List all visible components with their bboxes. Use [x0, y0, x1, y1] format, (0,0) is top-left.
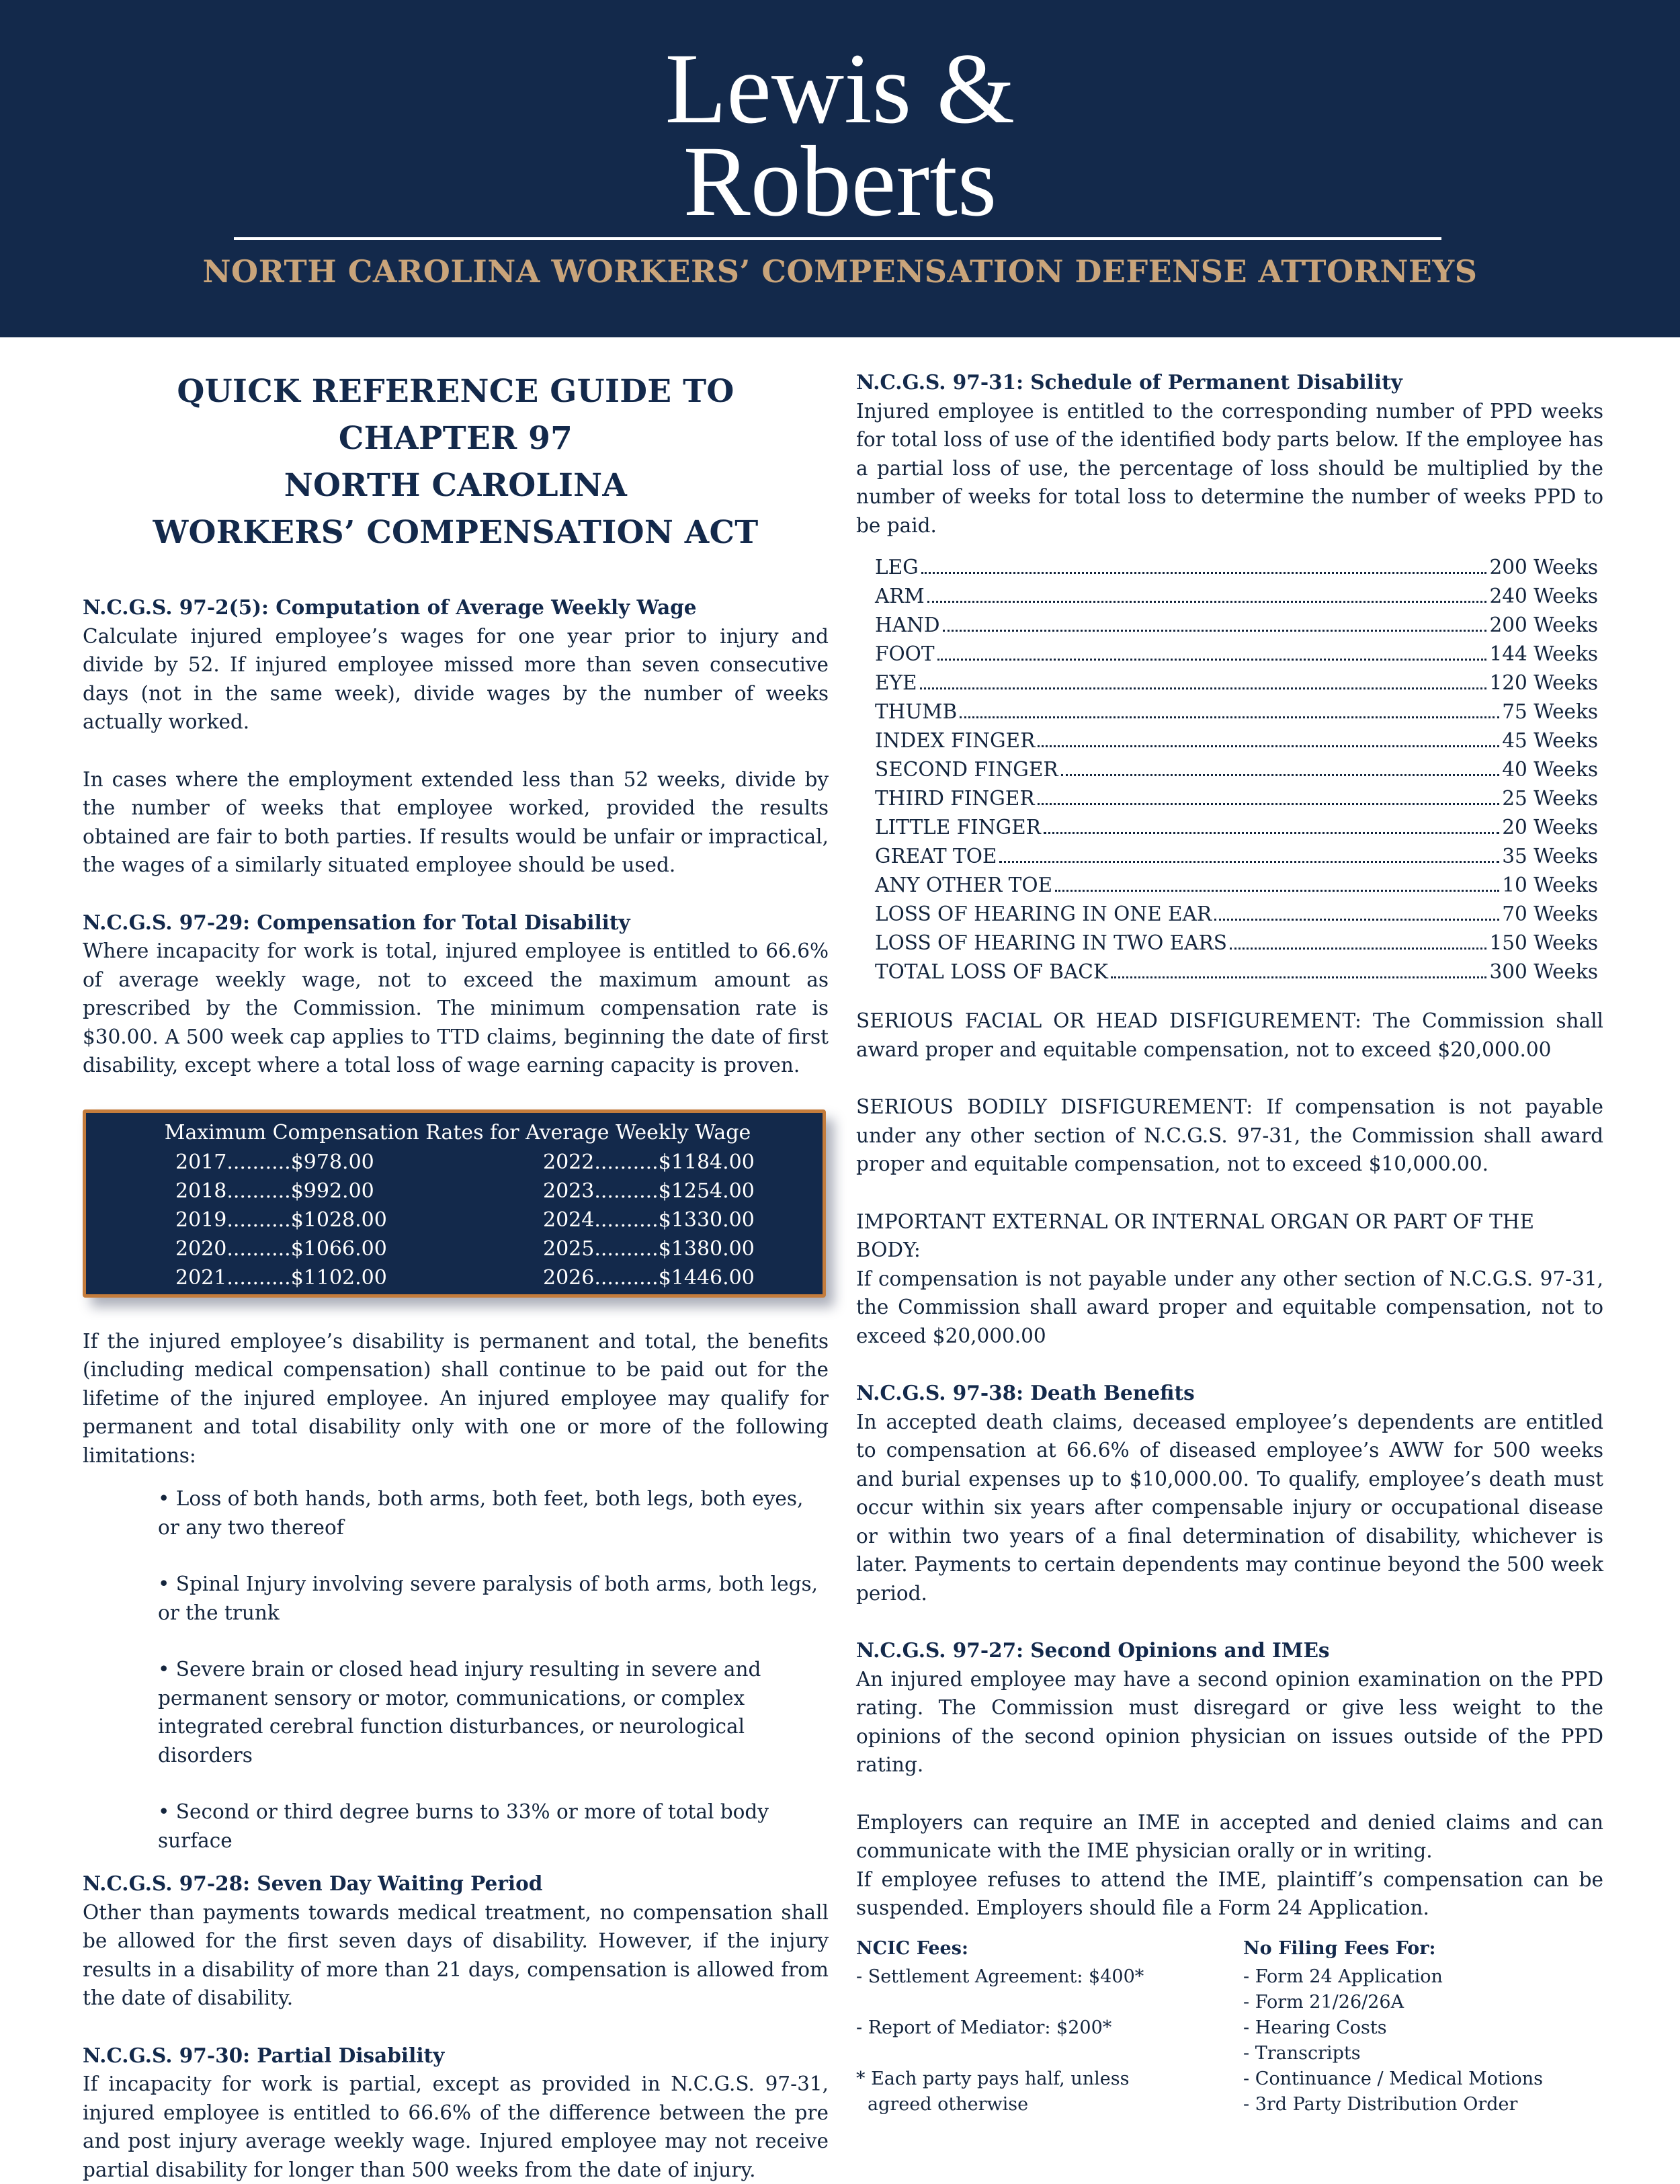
- rate-row: 2025..........$1380.00: [543, 1236, 755, 1261]
- dot-leader: [927, 600, 1487, 603]
- dot-leader: [960, 716, 1499, 718]
- schedule-row: [875, 582, 1598, 611]
- fee-item: - 3rd Party Distribution Order: [1243, 2093, 1518, 2115]
- rates-column-right: [543, 1148, 755, 1292]
- rate-row: 2022..........$1184.00: [543, 1150, 755, 1174]
- dot-leader: [999, 860, 1499, 863]
- schedule-row: [875, 842, 1598, 871]
- dot-leader: [920, 687, 1487, 689]
- fees-section: [856, 1936, 1603, 2138]
- list-item: • Severe brain or closed head injury resulting in severe and permanent sensory or motor, communications, or complex integrated cerebral function disturbances, or neurological disorders: [158, 1658, 761, 1767]
- rate-row: 2019..........$1028.00: [175, 1208, 387, 1232]
- section-heading-waiting-period: N.C.G.S. 97-28: Seven Day Waiting Period: [83, 1872, 543, 1895]
- dot-leader: [1230, 947, 1487, 950]
- list-item: • Loss of both hands, both arms, both feet, both legs, both eyes, or any two thereof: [158, 1487, 804, 1539]
- body-part-label: LOSS OF HEARING IN ONE EAR: [875, 902, 1212, 925]
- body-part-label: LOSS OF HEARING IN TWO EARS: [875, 931, 1227, 954]
- fee-item: - Continuance / Medical Motions: [1243, 2068, 1543, 2089]
- body-part-label: THIRD FINGER: [875, 787, 1035, 810]
- dot-leader: [1055, 889, 1499, 892]
- ncic-fees-column: [856, 1936, 1232, 2117]
- section-heading-permanent-disability: N.C.G.S. 97-31: Schedule of Permanent Disability: [856, 370, 1402, 394]
- dot-leader: [1038, 745, 1499, 747]
- schedule-row: [875, 553, 1598, 582]
- section-heading-second-opinions: N.C.G.S. 97-27: Second Opinions and IMEs: [856, 1638, 1330, 1662]
- list-item: • Second or third degree burns to 33% or more of total body surface: [158, 1800, 769, 1852]
- weeks-value: 200 Weeks: [1489, 556, 1598, 579]
- weeks-value: 240 Weeks: [1489, 585, 1598, 607]
- body-part-label: GREAT TOE: [875, 845, 997, 868]
- title-line-2: NORTH CAROLINA: [284, 467, 628, 504]
- schedule-row: [875, 611, 1598, 640]
- rate-row: 2023..........$1254.00: [543, 1179, 755, 1203]
- header-banner: [0, 0, 1680, 337]
- schedule-row: [875, 958, 1598, 986]
- paragraph: If the injured employee’s disability is permanent and total, the benefits (including medical compensation) shall continue to be paid out for the lifetime of the injured employee. An injured employee may qualify for permanent and total disability only with one or more of the following limitations:: [83, 1329, 829, 1467]
- weeks-value: 150 Weeks: [1489, 931, 1598, 954]
- weeks-value: 10 Weeks: [1502, 874, 1598, 896]
- page-title: [83, 368, 829, 556]
- section-heading-total-disability: N.C.G.S. 97-29: Compensation for Total Disability: [83, 910, 630, 934]
- weeks-value: 200 Weeks: [1489, 614, 1598, 636]
- body-part-label: ANY OTHER TOE: [875, 874, 1053, 896]
- list-item: • Spinal Injury involving severe paralysis of both arms, both legs, or the trunk: [158, 1572, 818, 1624]
- logo-line-2: Roberts: [683, 126, 997, 237]
- limitations-list: [158, 1484, 830, 1855]
- section-heading-partial-disability: N.C.G.S. 97-30: Partial Disability: [83, 2043, 445, 2067]
- weeks-value: 120 Weeks: [1489, 671, 1598, 694]
- schedule-row: [875, 813, 1598, 842]
- dot-leader: [921, 571, 1487, 574]
- paragraph: Where incapacity for work is total, injured employee is entitled to 66.6% of average weekly wage, not to exceed the maximum amount as prescribed by the Commission. The minimum compensation rate is $30.00. A 500 week cap applies to TTD claims, beginning the date of first disability, except where a total loss of wage earning capacity is proven.: [83, 939, 829, 1077]
- ncic-fees-heading: NCIC Fees:: [856, 1937, 968, 1959]
- schedule-row: [875, 784, 1598, 813]
- weeks-value: 75 Weeks: [1502, 700, 1598, 723]
- weeks-value: 20 Weeks: [1502, 816, 1598, 839]
- fee-item: - Form 24 Application: [1243, 1966, 1443, 1987]
- schedule-row: [875, 640, 1598, 669]
- paragraph: Injured employee is entitled to the corresponding number of PPD weeks for total loss of use of the identified body parts below. If the employee has a partial loss of use, the percentage of loss should be multiplied by the number of weeks for total loss to determine the number of weeks PPD to be paid.: [856, 399, 1603, 537]
- paragraph: If employee refuses to attend the IME, plaintiff’s compensation can be suspended. Employers should file a Form 24 Application.: [856, 1867, 1603, 1919]
- paragraph: Employers can require an IME in accepted and denied claims and can communicate with the IME physician orally or in writing.: [856, 1810, 1603, 1862]
- no-filing-fees-column: [1243, 1936, 1606, 2117]
- title-line-3: WORKERS’ COMPENSATION ACT: [153, 514, 759, 551]
- right-column: [856, 368, 1603, 2138]
- paragraph: Other than payments towards medical treatment, no compensation shall be allowed for the first seven days of disability. However, if the injury results in a disability of more than 21 days, compensation is allowed from the date of disability.: [83, 1900, 829, 2009]
- dot-leader: [1044, 831, 1499, 834]
- rate-row: 2017..........$978.00: [175, 1150, 374, 1174]
- fee-item: - Form 21/26/26A: [1243, 1991, 1404, 2013]
- schedule-row: [875, 900, 1598, 929]
- rate-row: 2018..........$992.00: [175, 1179, 374, 1203]
- paragraph: SERIOUS FACIAL OR HEAD DISFIGUREMENT: The Commission shall award proper and equitable compensation, not to exceed $20,000.00: [856, 1009, 1603, 1061]
- body-part-label: LITTLE FINGER: [875, 816, 1041, 839]
- rate-row: 2020..........$1066.00: [175, 1236, 387, 1261]
- body-part-label: THUMB: [875, 700, 958, 723]
- schedule-row: [875, 755, 1598, 784]
- dot-leader: [1038, 802, 1500, 805]
- paragraph: In accepted death claims, deceased employee’s dependents are entitled to compensation at 66.6% of diseased employee’s AWW for 500 weeks and burial expenses up to $10,000.00. To qualify, employee’s death must occur within six years after compensable injury or occupational disease or within two years of a final determination of disability, whichever is later. Payments to certain dependents may continue beyond the 500 week period.: [856, 1410, 1603, 1605]
- weeks-value: 35 Weeks: [1502, 845, 1598, 868]
- body-part-label: HAND: [875, 614, 940, 636]
- weeks-value: 70 Weeks: [1502, 902, 1598, 925]
- schedule-row: [875, 669, 1598, 698]
- section-heading-average-weekly-wage: N.C.G.S. 97-2(5): Computation of Average Weekly Wage: [83, 595, 697, 619]
- schedule-row: [875, 726, 1598, 755]
- dot-leader: [1111, 976, 1487, 978]
- weeks-value: 144 Weeks: [1489, 642, 1598, 665]
- fee-item: - Report of Mediator: $200*: [856, 2017, 1112, 2038]
- no-filing-fees-heading: No Filing Fees For:: [1243, 1937, 1436, 1959]
- rate-row: 2024..........$1330.00: [543, 1208, 755, 1232]
- paragraph: IMPORTANT EXTERNAL OR INTERNAL ORGAN OR PART OF THE BODY:: [856, 1210, 1534, 1261]
- body-part-label: SECOND FINGER: [875, 758, 1058, 781]
- body-part-label: TOTAL LOSS OF BACK: [875, 960, 1108, 983]
- fee-item: - Transcripts: [1243, 2042, 1361, 2064]
- weeks-value: 25 Weeks: [1502, 787, 1598, 810]
- left-column: [83, 368, 829, 2184]
- body-part-label: LEG: [875, 556, 919, 579]
- section-heading-death-benefits: N.C.G.S. 97-38: Death Benefits: [856, 1381, 1195, 1404]
- fee-note: * Each party pays half, unless: [856, 2068, 1130, 2089]
- weeks-value: 45 Weeks: [1502, 729, 1598, 752]
- rates-box-title: Maximum Compensation Rates for Average Weekly Wage: [164, 1120, 751, 1144]
- body-part-label: FOOT: [875, 642, 935, 665]
- paragraph: If compensation is not payable under any other section of N.C.G.S. 97-31, the Commission shall award proper and equitable compensation, not to exceed $20,000.00: [856, 1267, 1603, 1347]
- dot-leader: [1214, 918, 1499, 921]
- rates-column-left: [175, 1148, 387, 1292]
- dot-leader: [937, 658, 1487, 661]
- body-part-label: ARM: [875, 585, 925, 607]
- body-part-label: INDEX FINGER: [875, 729, 1036, 752]
- paragraph: Calculate injured employee’s wages for one year prior to injury and divide by 52. If injured employee missed more than seven consecutive days (not in the same week), divide wages by the number of weeks actually worked.: [83, 624, 829, 733]
- rate-row: 2026..........$1446.00: [543, 1265, 755, 1290]
- schedule-row: [875, 698, 1598, 726]
- max-compensation-rates-box: [83, 1109, 826, 1298]
- disability-schedule-list: [875, 553, 1598, 986]
- weeks-value: 300 Weeks: [1489, 960, 1598, 983]
- weeks-value: 40 Weeks: [1502, 758, 1598, 781]
- firm-tagline: NORTH CAROLINA WORKERS’ COMPENSATION DEFENSE ATTORNEYS: [202, 253, 1478, 290]
- title-line-1: QUICK REFERENCE GUIDE TO CHAPTER 97: [177, 373, 734, 457]
- body-part-label: EYE: [875, 671, 917, 694]
- dot-leader: [943, 629, 1487, 632]
- logo-line-1: Lewis &: [665, 33, 1015, 144]
- paragraph: An injured employee may have a second opinion examination on the PPD rating. The Commission must disregard or give less weight to the opinions of the second opinion physician on issues outside of the PPD rating.: [856, 1667, 1603, 1776]
- schedule-row: [875, 871, 1598, 900]
- fee-note: agreed otherwise: [868, 2093, 1029, 2115]
- rate-row: 2021..........$1102.00: [175, 1265, 387, 1290]
- paragraph: In cases where the employment extended less than 52 weeks, divide by the number of weeks that employee worked, provided the results obtained are fair to both parties. If results would be unfair or impractical, the wages of a similarly situated employee should be used.: [83, 767, 829, 876]
- fee-item: - Settlement Agreement: $400*: [856, 1966, 1144, 1987]
- fee-item: - Hearing Costs: [1243, 2017, 1387, 2038]
- schedule-row: [875, 929, 1598, 958]
- dot-leader: [1061, 773, 1500, 776]
- header-divider: [234, 237, 1441, 240]
- paragraph: If incapacity for work is partial, except as provided in N.C.G.S. 97-31, injured employee is entitled to 66.6% of the difference between the pre and post injury average weekly wage. Injured employee may not receive partial disability for longer than 500 weeks from the date of injury.: [83, 2072, 829, 2181]
- paragraph: SERIOUS BODILY DISFIGUREMENT: If compensation is not payable under any other section of N.C.G.S. 97-31, the Commission shall award proper and equitable compensation, not to exceed $10,000.00.: [856, 1095, 1603, 1175]
